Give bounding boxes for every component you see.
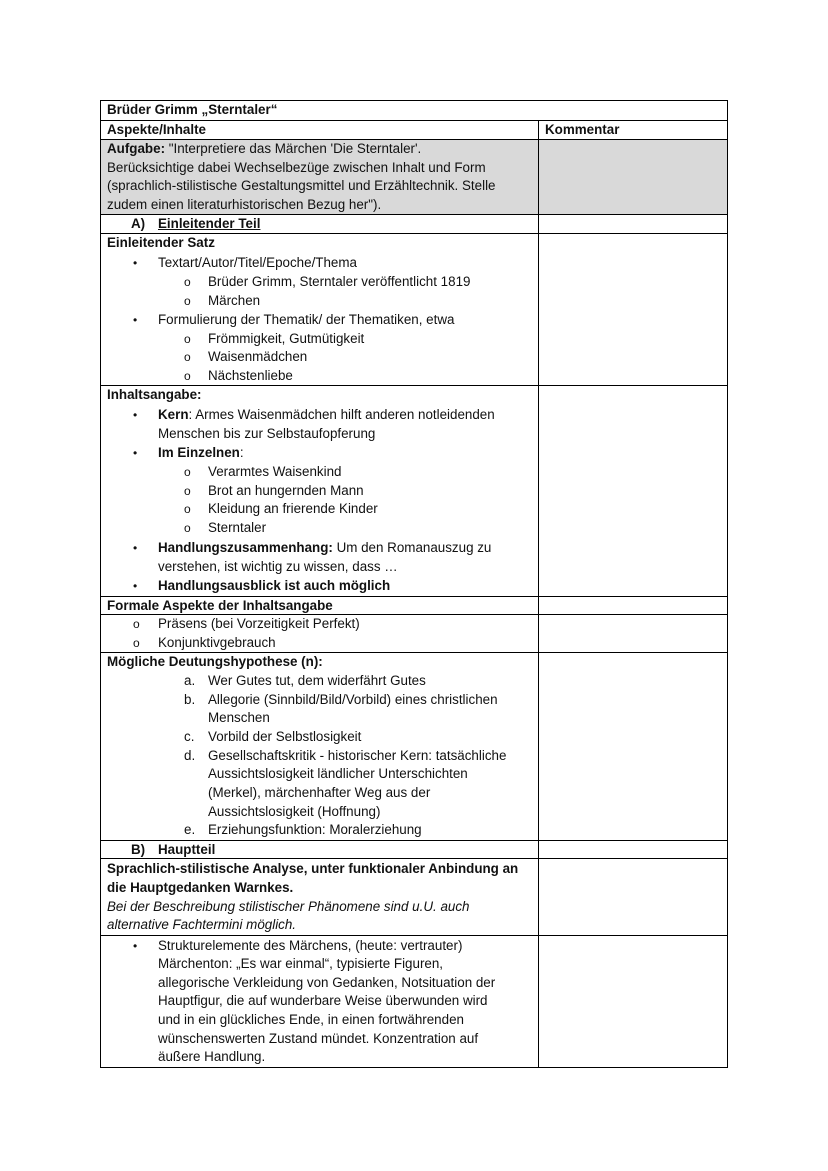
summary-heading: Inhaltsangabe: — [107, 387, 202, 402]
hypo-heading: Mögliche Deutungshypothese (n): — [107, 654, 323, 669]
intro-bullet-2: Formulierung der Thematik/ der Thematiken, etwa — [158, 312, 455, 327]
intro-heading: Einleitender Satz — [107, 235, 215, 250]
task-label: Aufgabe: — [107, 141, 166, 156]
task-line-4: zudem einen literaturhistorischen Bezug her"). — [107, 197, 382, 212]
task-comment-shading — [538, 139, 727, 215]
summary-sub-1: Verarmtes Waisenkind — [208, 464, 342, 479]
hypo-d-3: (Merkel), märchenhafter Weg aus der — [208, 785, 431, 800]
section-a-title: Einleitender Teil — [158, 216, 261, 231]
analysis-heading-2: die Hauptgedanken Warnkes. — [107, 880, 294, 895]
column-header-comment: Kommentar — [545, 122, 620, 137]
section-b-marker: B) — [131, 842, 146, 857]
bullet-icon: • — [133, 579, 138, 593]
summary-hz — [158, 539, 491, 558]
section-a-marker: A) — [131, 216, 146, 231]
circle-bullet-icon: o — [184, 369, 191, 383]
hypo-marker-e: e. — [184, 822, 196, 837]
intro-sub-2c: Nächstenliebe — [208, 368, 293, 383]
hypo-c: Vorbild der Selbstlosigkeit — [208, 729, 362, 744]
formal-item-1: Präsens (bei Vorzeitigkeit Perfekt) — [158, 616, 360, 631]
structure-line-2: Märchenton: „Es war einmal“, typisierte Figuren, — [158, 956, 444, 971]
task-line-2: Berücksichtige dabei Wechselbezüge zwischen Inhalt und Form — [107, 160, 486, 175]
hypo-d-2: Aussichtslosigkeit ländlicher Unterschichten — [208, 766, 468, 781]
bullet-icon: • — [133, 313, 138, 327]
structure-line-7: äußere Handlung. — [158, 1049, 266, 1064]
intro-bullet-1: Textart/Autor/Titel/Epoche/Thema — [158, 255, 357, 270]
summary-sub-2: Brot an hungernden Mann — [208, 483, 364, 498]
summary-hz-2: verstehen, ist wichtig zu wissen, dass … — [158, 559, 398, 574]
circle-bullet-icon: o — [184, 350, 191, 364]
kern-text: : Armes Waisenmädchen hilft anderen notleidenden — [188, 407, 495, 422]
hz-label: Handlungszusammenhang: — [158, 540, 333, 555]
intro-sub-2a: Frömmigkeit, Gutmütigkeit — [208, 331, 365, 346]
structure-line-3: allegorische Verkleidung von Gedanken, Notsituation der — [158, 975, 496, 990]
task-text-1: "Interpretiere das Märchen 'Die Sterntaler'. — [165, 141, 422, 156]
formal-item-2: Konjunktivgebrauch — [158, 635, 276, 650]
hypo-b-1: Allegorie (Sinnbild/Bild/Vorbild) eines christlichen — [208, 692, 498, 707]
column-header-aspects: Aspekte/Inhalte — [107, 122, 206, 137]
structure-line-5: und in ein glückliches Ende, in einen fortwährenden — [158, 1012, 464, 1027]
summary-ausblick: Handlungsausblick ist auch möglich — [158, 578, 391, 593]
intro-sub-1b: Märchen — [208, 293, 261, 308]
structure-line-6: wünschenswerten Zustand mündet. Konzentration auf — [158, 1031, 479, 1046]
kern-label: Kern — [158, 407, 189, 422]
section-b-title: Hauptteil — [158, 842, 216, 857]
task-line-1 — [107, 140, 421, 159]
hypo-b-2: Menschen — [208, 710, 270, 725]
bullet-icon: • — [133, 256, 138, 270]
circle-bullet-icon: o — [133, 617, 140, 631]
circle-bullet-icon: o — [133, 636, 140, 650]
intro-sub-1a: Brüder Grimm, Sterntaler veröffentlicht 1819 — [208, 274, 471, 289]
bullet-icon: • — [133, 408, 138, 422]
summary-sub-3: Kleidung an frierende Kinder — [208, 501, 378, 516]
bullet-icon: • — [133, 446, 138, 460]
circle-bullet-icon: o — [184, 502, 191, 516]
hypo-marker-b: b. — [184, 692, 196, 707]
summary-kern-2: Menschen bis zur Selbstaufopferung — [158, 426, 376, 441]
circle-bullet-icon: o — [184, 521, 191, 535]
hypo-d-1: Gesellschaftskritik - historischer Kern: tatsächliche — [208, 748, 507, 763]
analysis-heading-1: Sprachlich-stilistische Analyse, unter funktionaler Anbindung an — [107, 861, 519, 876]
hypo-d-4: Aussichtslosigkeit (Hoffnung) — [208, 804, 381, 819]
circle-bullet-icon: o — [184, 275, 191, 289]
hypo-a: Wer Gutes tut, dem widerfährt Gutes — [208, 673, 426, 688]
structure-line-4: Hauptfigur, die auf wunderbare Weise überwunden wird — [158, 993, 488, 1008]
hz-text: Um den Romanauszug zu — [332, 540, 492, 555]
document-title: Brüder Grimm „Sterntaler“ — [107, 102, 278, 117]
structure-line-1: Strukturelemente des Märchens, (heute: vertrauter) — [158, 938, 463, 953]
circle-bullet-icon: o — [184, 484, 191, 498]
hypo-marker-d: d. — [184, 748, 196, 763]
bullet-icon: • — [133, 939, 138, 953]
formal-heading: Formale Aspekte der Inhaltsangabe — [107, 598, 333, 613]
summary-sub-4: Sterntaler — [208, 520, 267, 535]
bullet-icon: • — [133, 541, 138, 555]
einzeln-colon: : — [239, 445, 244, 460]
hypo-e: Erziehungsfunktion: Moralerziehung — [208, 822, 422, 837]
intro-sub-2b: Waisenmädchen — [208, 349, 308, 364]
task-line-3: (sprachlich-stilistische Gestaltungsmittel und Erzähltechnik. Stelle — [107, 178, 496, 193]
summary-kern — [158, 406, 495, 425]
circle-bullet-icon: o — [184, 294, 191, 308]
summary-einzeln — [158, 444, 244, 463]
hypo-marker-a: a. — [184, 673, 196, 688]
circle-bullet-icon: o — [184, 332, 191, 346]
analysis-note-1: Bei der Beschreibung stilistischer Phänomene sind u.U. auch — [107, 899, 470, 914]
hypo-marker-c: c. — [184, 729, 195, 744]
analysis-note-2: alternative Fachtermini möglich. — [107, 917, 297, 932]
einzeln-label: Im Einzelnen — [158, 445, 240, 460]
circle-bullet-icon: o — [184, 465, 191, 479]
